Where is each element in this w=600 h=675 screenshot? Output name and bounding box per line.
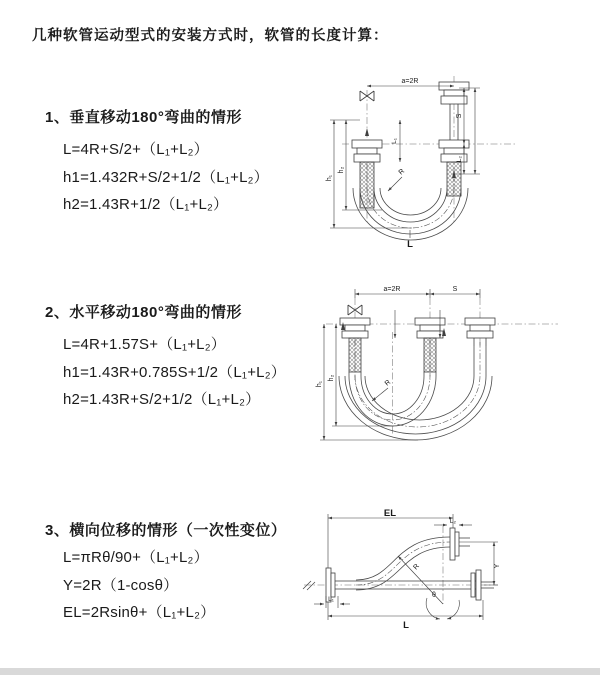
section3-formula-y: Y=2R（1-cosθ） (63, 577, 179, 594)
dimension-labels (328, 508, 501, 631)
dim-y-label: Y (494, 563, 501, 569)
section1-formula-l: L=4R+S/2+（L₁+L₂） (63, 141, 209, 158)
dim-l1-label: L₁ (328, 596, 334, 603)
section2-formula-l: L=4R+1.57S+（L₁+L₂） (63, 336, 226, 353)
dim-r-label: R (412, 562, 421, 572)
dim-h1-label: h₁ (326, 174, 333, 182)
dim-l1-label: L₁ (391, 138, 398, 144)
dim-h2-label: h₂ (338, 166, 345, 174)
flanges (340, 318, 495, 372)
dim-r-label: R (383, 378, 393, 388)
section1-heading: 1、垂直移动180°弯曲的情形 (45, 109, 242, 126)
centerline-break-mark (303, 581, 315, 590)
dimensions (314, 514, 498, 620)
section1-formula-h1: h1=1.432R+S/2+1/2（L₁+L₂） (63, 169, 269, 186)
dim-theta-label: θ (432, 592, 436, 599)
section3-formula-el: EL=2Rsinθ+（L₁+L₂） (63, 604, 216, 621)
pipes-and-flanges (326, 528, 494, 602)
dim-r-label: R (397, 167, 407, 177)
dim-a-2r-label: a=2R (401, 78, 419, 85)
section1-formula-h2: h2=1.43R+1/2（L₁+L₂） (63, 196, 229, 213)
dim-l-label: L (403, 620, 409, 631)
section2-heading: 2、水平移动180°弯曲的情形 (45, 304, 242, 321)
hose-curves (356, 537, 450, 590)
dim-h2-label: h₂ (328, 374, 335, 382)
dim-el-label: EL (383, 508, 397, 519)
hose-curves (339, 340, 492, 440)
dim-h1-label: h₁ (316, 380, 323, 388)
section3-heading: 3、横向位移的情形（一次性变位） (45, 522, 287, 539)
dim-l2-label: L₂ (456, 155, 463, 163)
section3-formula-l: L=πRθ/90+（L₁+L₂） (63, 549, 209, 566)
diagram-lateral-displacement (298, 504, 592, 650)
page-title: 几种软管运动型式的安装方式时，软管的长度计算： (32, 28, 389, 44)
movement-arrows (365, 128, 456, 178)
dim-s-label: S (452, 286, 458, 293)
page-bottom-edge (0, 668, 600, 675)
dim-l2-label: L₂ (449, 518, 457, 525)
dim-l-label: L (407, 239, 413, 250)
section2-formula-h2: h2=1.43R+S/2+1/2（L₁+L₂） (63, 391, 261, 408)
dim-s-label: S (456, 113, 463, 119)
dim-a-2r-label: a=2R (383, 286, 401, 293)
diagram-horizontal-180-bend (308, 284, 592, 452)
diagram-vertical-180-bend (312, 70, 580, 252)
section2-formula-h1: h1=1.43R+0.785S+1/2（L₁+L₂） (63, 364, 286, 381)
left-fitting (352, 140, 382, 208)
